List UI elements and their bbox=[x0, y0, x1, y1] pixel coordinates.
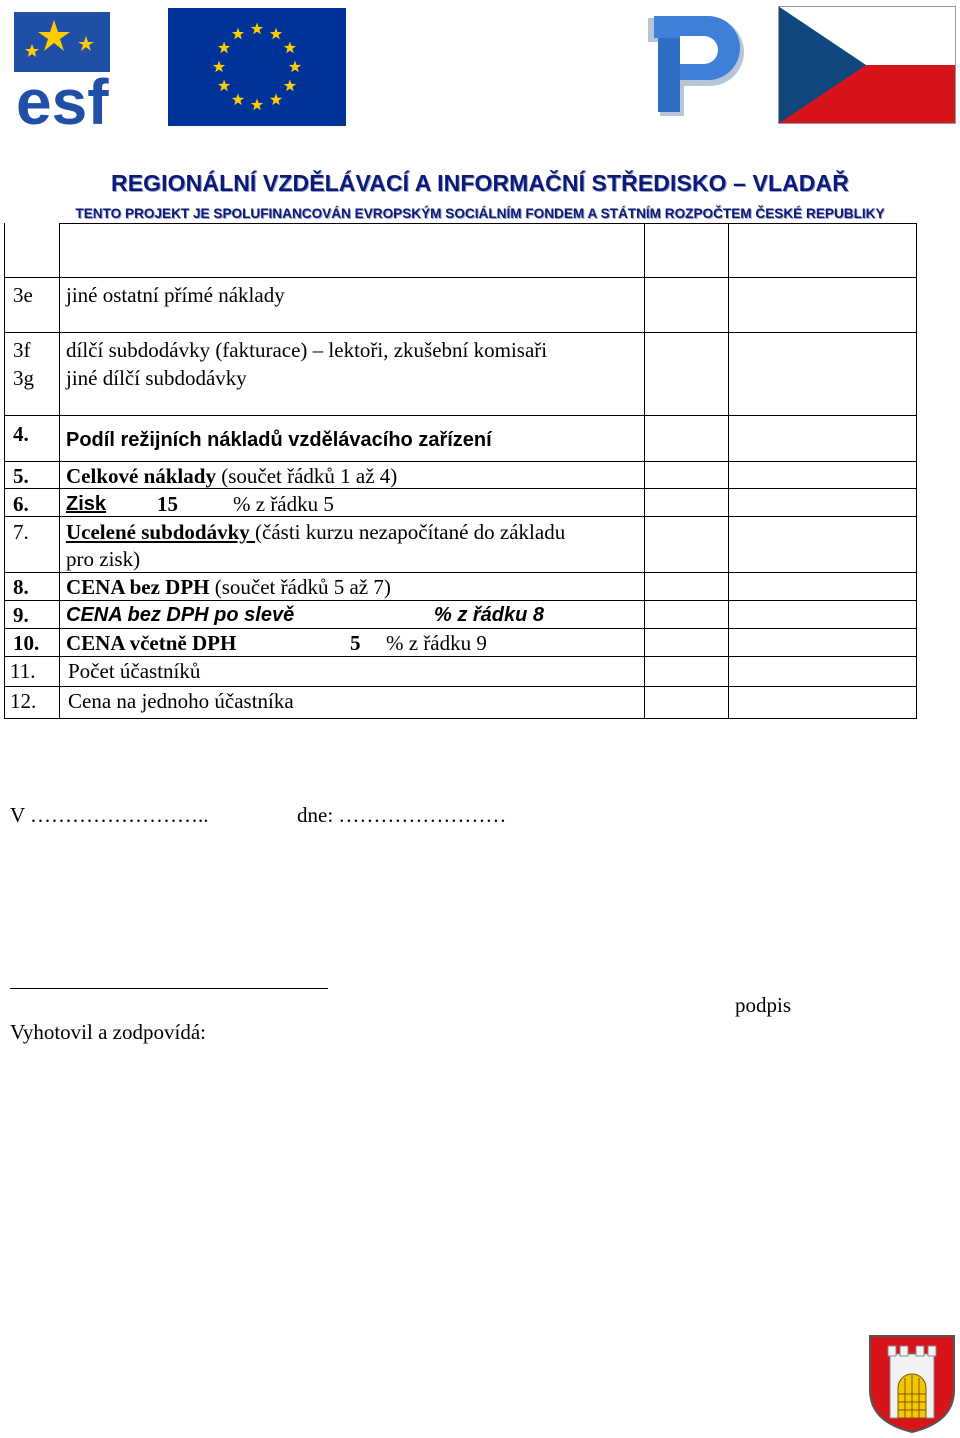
column-divider bbox=[916, 223, 917, 719]
vat-percent-value: 5 bbox=[350, 631, 361, 655]
row-label-6: Zisk bbox=[66, 493, 107, 515]
row-label-7-bold: Ucelené subdodávky bbox=[66, 520, 256, 544]
row-divider bbox=[4, 415, 917, 416]
row-number-5: 5. bbox=[13, 464, 29, 488]
coat-of-arms-icon bbox=[866, 1332, 958, 1434]
svg-text:esf: esf bbox=[16, 66, 109, 130]
row-label-3e: jiné ostatní přímé náklady bbox=[66, 283, 285, 307]
row-divider bbox=[4, 600, 917, 601]
place-field[interactable]: V …………………….. bbox=[10, 803, 209, 827]
row-divider bbox=[4, 628, 917, 629]
row-number-4: 4. bbox=[13, 422, 29, 446]
page-subtitle: TENTO PROJEKT JE SPOLUFINANCOVÁN EVROPSKÝM SOCIÁLNÍM FONDEM A STÁTNÍM ROZPOČTEM ČESKÉ REPUBLIKY bbox=[75, 206, 885, 221]
row-label-7 bbox=[66, 520, 565, 544]
row-label-3g: jiné dílčí subdodávky bbox=[66, 366, 247, 390]
row-label-7-line2: pro zisk) bbox=[66, 547, 141, 571]
page-title: REGIONÁLNÍ VZDĚLÁVACÍ A INFORMAČNÍ STŘEDISKO – VLADAŘ bbox=[111, 170, 849, 196]
row-label-3f: dílčí subdodávky (fakturace) – lektoři, zkušební komisaři bbox=[66, 338, 548, 362]
row-label-5-rest: (součet řádků 1 až 4) bbox=[215, 464, 398, 488]
row-number-11: 11. bbox=[10, 659, 36, 683]
column-divider bbox=[644, 223, 645, 719]
date-field[interactable]: dne: …………………… bbox=[297, 803, 507, 827]
row-number-3f: 3f bbox=[13, 338, 31, 362]
row-divider bbox=[4, 572, 917, 573]
czech-flag bbox=[778, 6, 956, 124]
row-divider bbox=[4, 656, 917, 657]
row-label-8-bold: CENA bez DPH bbox=[66, 575, 210, 599]
row-label-5 bbox=[66, 464, 397, 488]
row-label-5-bold: Celkové náklady bbox=[66, 464, 216, 488]
prepared-by-label: Vyhotovil a zodpovídá: bbox=[10, 1020, 206, 1044]
table-bottom-border bbox=[4, 718, 917, 719]
p-logo bbox=[640, 12, 750, 120]
row-label-8-rest: (součet řádků 5 až 7) bbox=[209, 575, 391, 599]
profit-percent-value: 15 bbox=[157, 492, 178, 516]
row-divider bbox=[4, 277, 917, 278]
row-label-12: Cena na jednoho účastníka bbox=[68, 689, 294, 713]
row-divider bbox=[4, 686, 917, 687]
row-number-8: 8. bbox=[13, 575, 29, 599]
row-divider bbox=[4, 332, 917, 333]
row-number-3e: 3e bbox=[13, 283, 33, 307]
row-label-9-rest: % z řádku 8 bbox=[434, 604, 545, 626]
row-number-7: 7. bbox=[13, 520, 29, 544]
table-top-border bbox=[60, 223, 917, 224]
row-label-10-rest: % z řádku 9 bbox=[386, 631, 487, 655]
column-divider bbox=[4, 223, 5, 719]
row-label-6-rest: % z řádku 5 bbox=[233, 492, 334, 516]
row-label-10: CENA včetně DPH bbox=[66, 631, 237, 655]
esf-logo bbox=[12, 10, 154, 130]
signature-label: podpis bbox=[735, 993, 792, 1017]
row-label-9: CENA bez DPH po slevě bbox=[66, 604, 295, 626]
row-divider bbox=[4, 516, 917, 517]
row-label-11: Počet účastníků bbox=[68, 659, 201, 683]
row-number-12: 12. bbox=[10, 689, 37, 713]
signature-line bbox=[10, 988, 328, 989]
row-divider bbox=[4, 461, 917, 462]
row-number-10: 10. bbox=[13, 631, 40, 655]
row-number-6: 6. bbox=[13, 492, 29, 516]
row-number-3g: 3g bbox=[13, 366, 34, 390]
row-label-8 bbox=[66, 575, 391, 599]
eu-flag bbox=[168, 8, 346, 126]
column-divider bbox=[59, 223, 60, 719]
row-label-4: Podíl režijních nákladů vzdělávacího zařízení bbox=[66, 429, 492, 451]
row-divider bbox=[4, 488, 917, 489]
column-divider bbox=[728, 223, 729, 719]
row-label-7-rest: (části kurzu nezapočítané do základu bbox=[255, 520, 566, 544]
row-number-9: 9. bbox=[13, 603, 29, 627]
